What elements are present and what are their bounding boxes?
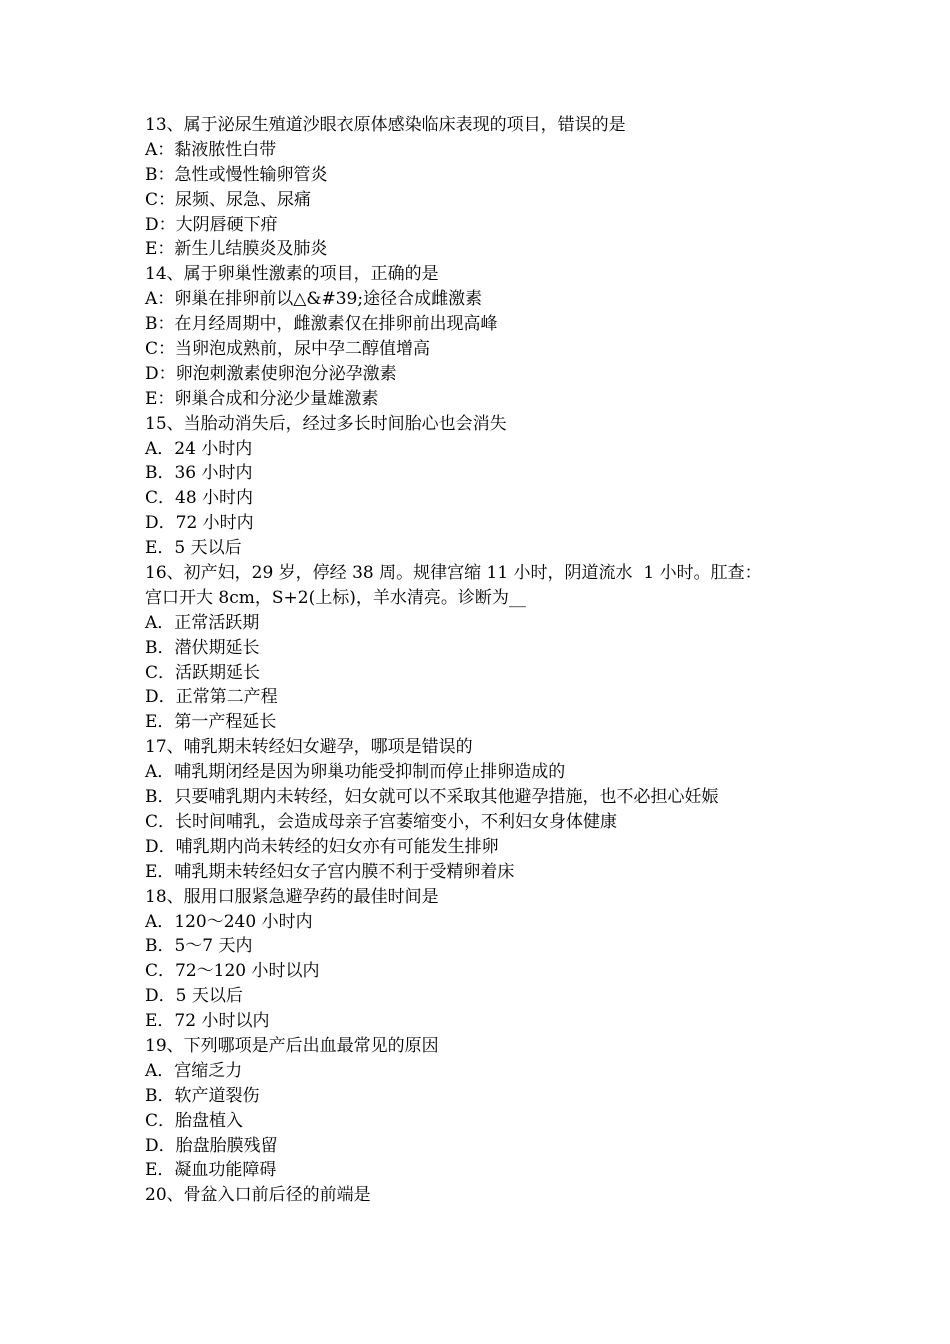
question-15-option-a: A．24 小时内: [145, 438, 253, 459]
question-19-option-a: A．宫缩乏力: [145, 1060, 243, 1081]
question-15-title: 15、当胎动消失后，经过多长时间胎心也会消失: [145, 413, 507, 434]
question-14-option-c: C：当卵泡成熟前，尿中孕二醇值增高: [145, 339, 431, 360]
question-18-option-c: C．72～120 小时以内: [145, 961, 320, 982]
question-16-option-d: D．正常第二产程: [145, 687, 278, 708]
question-17-option-e: E．哺乳期未转经妇女子宫内膜不利于受精卵着床: [145, 861, 515, 882]
question-18-option-a: A．120～240 小时内: [145, 911, 313, 932]
question-13-option-d: D：大阴唇硬下疳: [145, 214, 278, 235]
question-16-option-b: B．潜伏期延长: [145, 637, 260, 658]
question-14-option-d: D：卵泡刺激素使卵泡分泌孕激素: [145, 363, 397, 384]
question-18-option-b: B．5～7 天内: [145, 936, 253, 957]
question-13-option-a: A：黏液脓性白带: [145, 139, 277, 160]
question-16-title-continued: 宫口开大 8cm，S+2(上标)，羊水清亮。诊断为__: [145, 587, 526, 608]
question-14-option-b: B：在月经周期中，雌激素仅在排卵前出现高峰: [145, 314, 498, 335]
question-15-option-e: E．5 天以后: [145, 538, 242, 559]
question-19-option-b: B．软产道裂伤: [145, 1085, 260, 1106]
question-text-block: [145, 113, 825, 1208]
question-18-title: 18、服用口服紧急避孕药的最佳时间是: [145, 886, 439, 907]
question-19-option-d: D．胎盘胎膜残留: [145, 1135, 278, 1156]
question-13-option-e: E：新生儿结膜炎及肺炎: [145, 239, 328, 260]
question-17-option-a: A．哺乳期闭经是因为卵巢功能受抑制而停止排卵造成的: [145, 762, 566, 783]
question-14-title: 14、属于卵巢性激素的项目，正确的是: [145, 264, 439, 285]
question-15-option-b: B．36 小时内: [145, 463, 253, 484]
question-16-option-a: A．正常活跃期: [145, 612, 260, 633]
question-16-option-c: C．活跃期延长: [145, 662, 261, 683]
question-15-option-d: D．72 小时内: [145, 513, 254, 534]
question-16-title: 16、初产妇，29 岁，停经 38 周。规律宫缩 11 小时，阴道流水 1 小时。肛查：: [145, 563, 762, 584]
question-14-option-a: A：卵巢在排卵前以△&#39;途径合成雌激素: [145, 289, 483, 310]
question-19-option-e: E．凝血功能障碍: [145, 1160, 277, 1181]
question-17-option-d: D．哺乳期内尚未转经的妇女亦有可能发生排卵: [145, 836, 499, 857]
question-17-option-c: C．长时间哺乳，会造成母亲子宫萎缩变小，不利妇女身体健康: [145, 811, 618, 832]
question-13-title: 13、属于泌尿生殖道沙眼衣原体感染临床表现的项目，错误的是: [145, 115, 626, 135]
question-17-title: 17、哺乳期未转经妇女避孕，哪项是错误的: [145, 737, 473, 758]
question-17-option-b: B．只要哺乳期内未转经，妇女就可以不采取其他避孕措施，也不必担心妊娠: [145, 787, 719, 808]
question-18-option-e: E．72 小时以内: [145, 1011, 270, 1032]
question-15-option-c: C．48 小时内: [145, 488, 254, 509]
question-13-option-b: B：急性或慢性输卵管炎: [145, 164, 328, 185]
question-18-option-d: D．5 天以后: [145, 986, 243, 1007]
question-14-option-e: E：卵巢合成和分泌少量雄激素: [145, 388, 379, 409]
question-20-title: 20、骨盆入口前后径的前端是: [145, 1185, 371, 1206]
question-19-option-c: C．胎盘植入: [145, 1110, 244, 1131]
question-19-title: 19、下列哪项是产后出血最常见的原因: [145, 1035, 439, 1056]
question-16-option-e: E．第一产程延长: [145, 712, 277, 733]
question-13-option-c: C：尿频、尿急、尿痛: [145, 189, 312, 210]
